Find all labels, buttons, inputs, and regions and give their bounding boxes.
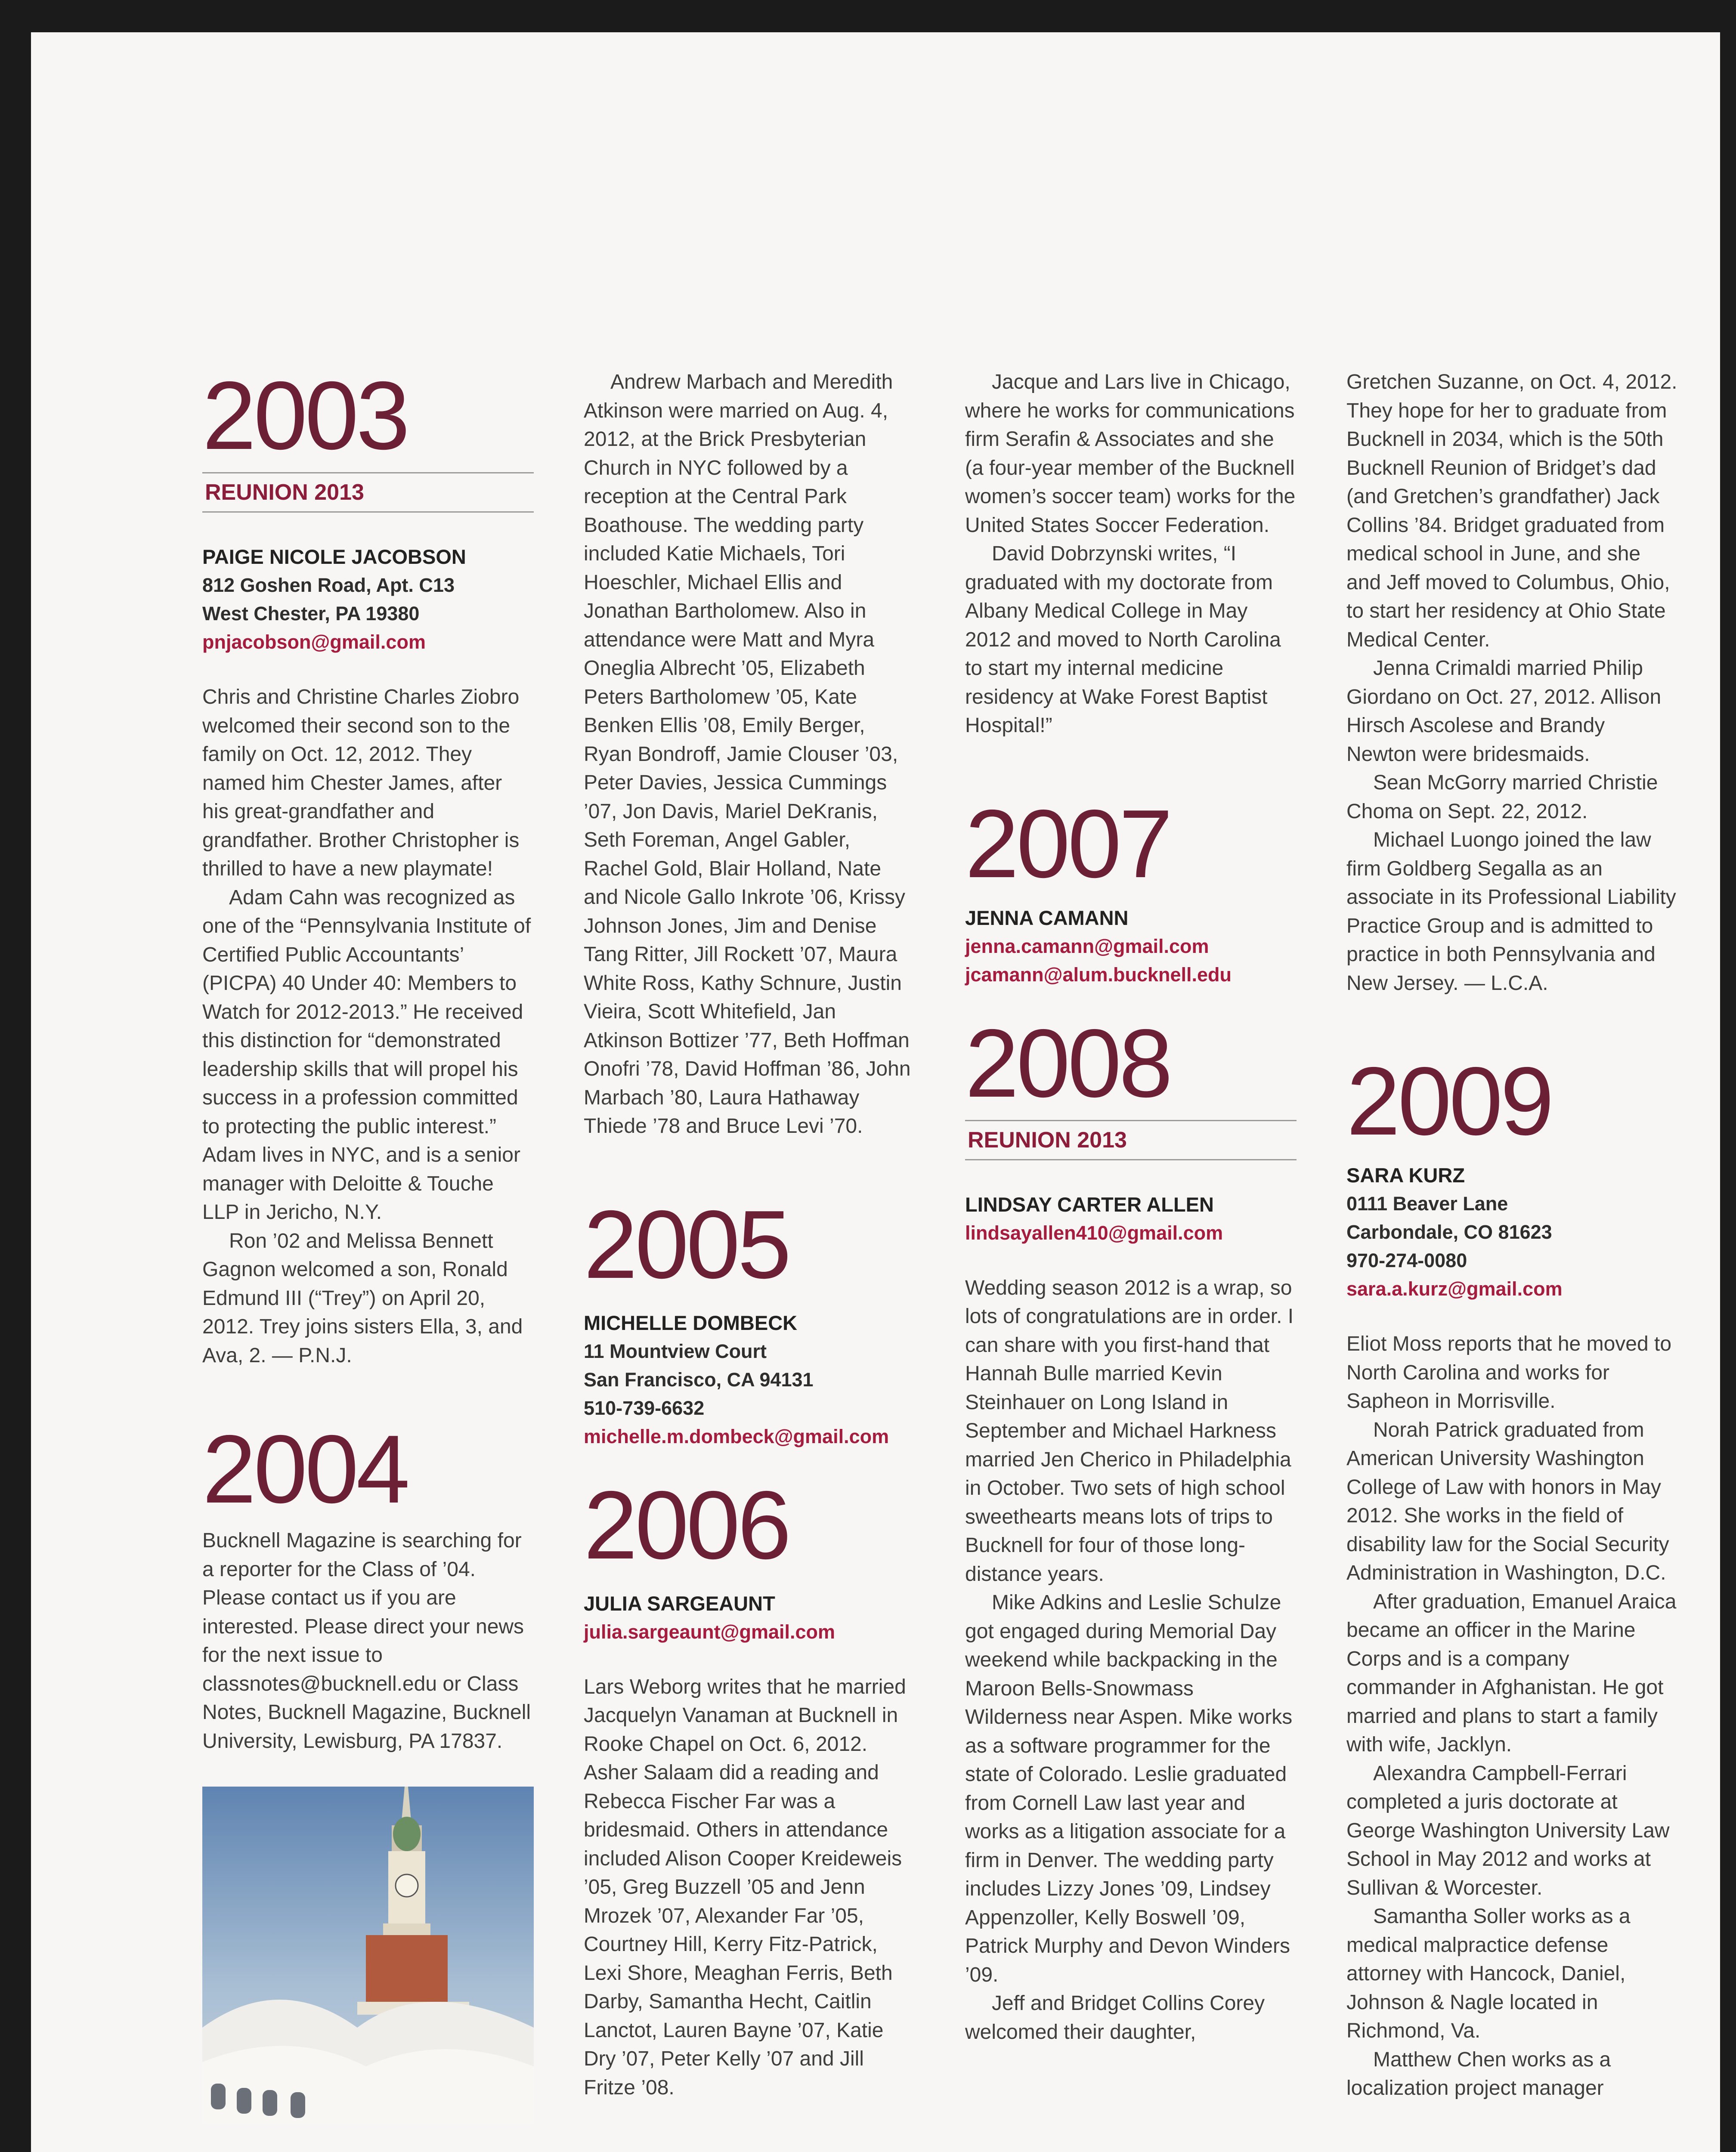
reporter-email[interactable]: pnjacobson@gmail.com (202, 631, 426, 653)
reporter-contact-2003 (202, 543, 534, 656)
reporter-address-line2: San Francisco, CA 94131 (584, 1368, 814, 1391)
class-year-2006: 2006 (584, 1470, 789, 1579)
column-2 (584, 368, 915, 2102)
reporter-address-line2: West Chester, PA 19380 (202, 603, 420, 625)
note-paragraph: Jeff and Bridget Collins Corey welcomed their daughter, (965, 1992, 1265, 2044)
note-paragraph: Jacque and Lars live in Chicago, where he works for communications firm Serafin & Associates and she (a four-year member of the Bucknell women’s soccer team) works for the United States Soccer Federation. (965, 371, 1296, 537)
class-year-2007: 2007 (965, 789, 1170, 898)
note-paragraph: Norah Patrick graduated from American University Washington College of Law with honors in May 2012. She works in the field of disability law for the Social Security Administration in Washington, D.C. (1346, 1418, 1669, 1584)
reporter-address-line1: 0111 Beaver Lane (1346, 1193, 1508, 1215)
reporter-name: LINDSAY CARTER ALLEN (965, 1193, 1214, 1216)
reporter-phone: 970-274-0080 (1346, 1249, 1467, 1271)
reunion-label-2008: REUNION 2013 (965, 1120, 1297, 1160)
class-year-2009: 2009 (1346, 1047, 1552, 1155)
note-paragraph: Adam Cahn was recognized as one of the “Pennsylvania Institute of Certified Public Accountants’ (PICPA) 40 Under 40: Members to Watch for 2012-2013.” He received this distinction for “demonstrated leadership skills that will propel his success in a profession committed to protecting the public interest.” Adam lives in NYC, and is a senior manager with Deloitte & Touche LLP in Jericho, N.Y. (202, 886, 531, 1224)
note-paragraph: Alexandra Campbell-Ferrari completed a juris doctorate at George Washington University Law School in May 2012 and works at Sullivan & Worcester. (1346, 1762, 1670, 1899)
note-paragraph: Mike Adkins and Leslie Schulze got engaged during Memorial Day weekend while backpacking in the Maroon Bells-Snowmass Wilderness near Aspen. Mike works as a software programmer for the state of Colorado. Leslie graduated from Cornell Law last year and works as a litigation associate for a firm in Denver. The wedding party includes Lizzy Jones ’09, Lindsey Appenzoller, Kelly Boswell ’09, Patrick Murphy and Devon Winders ’09. (965, 1591, 1293, 1986)
note-paragraph: Samantha Soller works as a medical malpractice defense attorney with Hancock, Daniel, Johnson & Nagle located in Richmond, Va. (1346, 1905, 1631, 2042)
reporter-email[interactable]: jenna.camann@gmail.com (965, 935, 1209, 957)
note-paragraph: Eliot Moss reports that he moved to North Carolina and works for Sapheon in Morrisville. (1346, 1333, 1672, 1413)
note-paragraph: Ron ’02 and Melissa Bennett Gagnon welcomed a son, Ronald Edmund III (“Trey”) on April 20, 2012. Trey joins sisters Ella, 3, and Ava, 2. — P.N.J. (202, 1229, 523, 1367)
class-year-2005: 2005 (584, 1190, 789, 1299)
reporter-name: SARA KURZ (1346, 1164, 1465, 1187)
note-paragraph: Gretchen Suzanne, on Oct. 4, 2012. They hope for her to graduate from Bucknell in 2034, which is the 50th Bucknell Reunion of Bridget’s dad (and Gretchen’s grandfather) Jack Collins ’84. Bridget graduated from medical school in June, and she and Jeff moved to Columbus, Ohio, to start her residency at Ohio State Medical Center. (1346, 371, 1677, 651)
reporter-contact-2009 (1346, 1161, 1678, 1303)
note-paragraph: Bucknell Magazine is searching for a reporter for the Class of ’04. Please contact us if you are interested. Please direct your news for the next issue to classnotes@bucknell.edu or Class Notes, Bucknell Magazine, Bucknell University, Lewisburg, PA 17837. (202, 1529, 531, 1753)
note-paragraph: Sean McGorry married Christie Choma on Sept. 22, 2012. (1346, 771, 1658, 823)
reporter-email[interactable]: julia.sargeaunt@gmail.com (584, 1620, 836, 1643)
reporter-email[interactable]: lindsayallen410@gmail.com (965, 1221, 1223, 1244)
reporter-phone: 510-739-6632 (584, 1397, 705, 1419)
column-4 (1346, 368, 1678, 2103)
reunion-label-2003: REUNION 2013 (202, 472, 534, 513)
reporter-address-line1: 812 Goshen Road, Apt. C13 (202, 574, 455, 596)
magazine-page (31, 32, 1720, 2152)
reporter-name: MICHELLE DOMBECK (584, 1311, 798, 1334)
reporter-contact-2006 (584, 1589, 915, 1646)
reporter-contact-2008 (965, 1190, 1297, 1247)
class-year-2004: 2004 (202, 1415, 408, 1523)
note-paragraph: Andrew Marbach and Meredith Atkinson were married on Aug. 4, 2012, at the Brick Presbyterian Church in NYC followed by a reception at the Central Park Boathouse. The wedding party included Katie Michaels, Tori Hoeschler, Michael Ellis and Jonathan Bartholomew. Also in attendance were Matt and Myra Oneglia Albrecht ’05, Elizabeth Peters Bartholomew ’05, Kate Benken Ellis ’08, Emily Berger, Ryan Bondroff, Jamie Clouser ’03, Peter Davies, Jessica Cummings ’07, Jon Davis, Mariel DeKranis, Seth Foreman, Angel Gabler, Rachel Gold, Blair Holland, Nate and Nicole Gallo Inkrote ’06, Krissy Johnson Jones, Jim and Denise Tang Ritter, Jill Rockett ’07, Maura White Ross, Kathy Schnure, Justin Vieira, Scott Whitefield, Jan Atkinson Bottizer ’77, Beth Hoffman Onofri ’78, David Hoffman ’86, John Marbach ’80, Laura Hathaway Thiede ’78 and Bruce Levi ’70. (584, 371, 911, 1138)
reporter-contact-2005 (584, 1309, 915, 1451)
column-3 (965, 368, 1297, 2047)
reporter-contact-2007 (965, 904, 1297, 989)
class-year-2008: 2008 (965, 1008, 1170, 1117)
note-paragraph: After graduation, Emanuel Araica became an officer in the Marine Corps and is a company commander in Afghanistan. He got married and plans to start a family with wife, Jacklyn. (1346, 1590, 1677, 1756)
bucknell-clock-tower-photo (202, 1787, 534, 2124)
note-paragraph: Matthew Chen works as a localization project manager (1346, 2048, 1611, 2099)
note-paragraph: Chris and Christine Charles Ziobro welcomed their second son to the family on Oct. 12, 2012. They named him Chester James, after his great-grandfather and grandfather. Brother Christopher is thrilled to have a new playmate! (202, 686, 520, 880)
reporter-email[interactable]: michelle.m.dombeck@gmail.com (584, 1425, 889, 1447)
reporter-name: JENNA CAMANN (965, 906, 1129, 929)
reporter-address-line1: 11 Mountview Court (584, 1340, 767, 1362)
column-1 (202, 361, 534, 2124)
reporter-address-line2: Carbondale, CO 81623 (1346, 1221, 1552, 1243)
reporter-email[interactable]: sara.a.kurz@gmail.com (1346, 1278, 1563, 1300)
note-paragraph: Lars Weborg writes that he married Jacquelyn Vanaman at Bucknell in Rooke Chapel on Oct. 6, 2012. Asher Salaam did a reading and Rebecca Fischer Far was a bridesmaid. Others in attendance included Alison Cooper Kreideweis ’05, Greg Buzzell ’05 and Jenn Mrozek ’07, Alexander Far ’05, Courtney Hill, Kerry Fitz-Patrick, Lexi Shore, Meaghan Ferris, Beth Darby, Samantha Hecht, Caitlin Lanctot, Lauren Bayne ’07, Katie Dry ’07, Peter Kelly ’07 and Jill Fritze ’08. (584, 1675, 906, 2099)
note-paragraph: David Dobrzynski writes, “I graduated with my doctorate from Albany Medical College in May 2012 and moved to North Carolina to start my internal medicine residency at Wake Forest Baptist Hospital!” (965, 542, 1281, 737)
note-paragraph: Michael Luongo joined the law firm Goldberg Segalla as an associate in its Professional Liability Practice Group and is admitted to practice in both Pennsylvania and New Jersey. — L.C.A. (1346, 829, 1676, 995)
reporter-email-alt[interactable]: jcamann@alum.bucknell.edu (965, 963, 1232, 986)
clock-tower-illustration (202, 1787, 534, 2124)
note-paragraph: Jenna Crimaldi married Philip Giordano on Oct. 27, 2012. Allison Hirsch Ascolese and Brandy Newton were bridesmaids. (1346, 657, 1662, 766)
class-year-2003: 2003 (202, 361, 408, 470)
reporter-name: PAIGE NICOLE JACOBSON (202, 545, 466, 568)
note-paragraph: Wedding season 2012 is a wrap, so lots of congratulations are in order. I can share with you first-hand that Hannah Bulle married Kevin Steinhauer on Long Island in September and Michael Harkness married Jen Cherico in Philadelphia in October. Two sets of high school sweethearts means lots of trips to Bucknell for four of those long-distance years. (965, 1276, 1294, 1586)
reporter-name: JULIA SARGEAUNT (584, 1592, 775, 1615)
